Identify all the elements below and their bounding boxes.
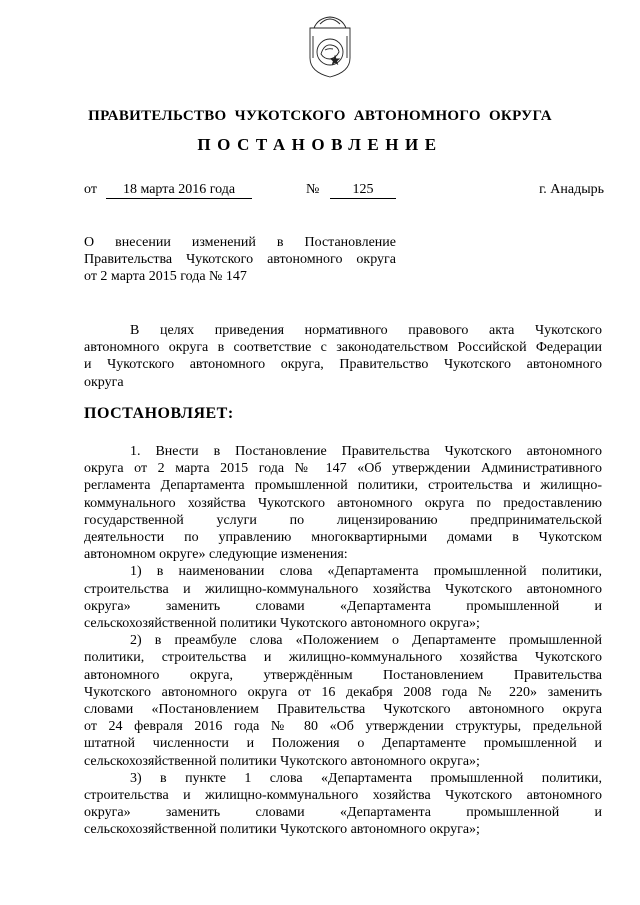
body-line: сельскохозяйственной политики Чукотского автономного округа»; [84, 822, 480, 838]
paragraph-1 [84, 443, 602, 563]
body-line: автономном округе» следующие изменения: [84, 547, 348, 563]
resolution-body [84, 443, 602, 839]
subject-line: О внесении изменений в Постановление [84, 235, 396, 250]
body-line: государственной услуги по лицензированию предпринимательской [84, 512, 602, 528]
preamble-line: В целях приведения нормативного правового акта Чукотского [130, 323, 602, 338]
body-line: округа» заменить словами «Департамента промышленной и [84, 598, 602, 614]
document-type: ПОСТАНОВЛЕНИЕ [197, 135, 443, 154]
body-line: регламента Департамента промышленной политики, строительства и жилищно- [84, 478, 602, 494]
body-line: штатной численности и Положения о Департаменте промышленной и [84, 736, 602, 752]
body-line: коммунального хозяйства Чукотского автономного округа по предоставлению [84, 495, 602, 511]
date-line [84, 182, 604, 202]
body-line: строительства и жилищно-коммунального хозяйства Чукотского автономного [84, 788, 602, 804]
paragraph-1-1 [84, 563, 602, 632]
number-sign: № [306, 182, 320, 197]
body-line: автономного округа, утверждённым Постановлением Правительства [84, 667, 602, 683]
preamble-line: автономного округа в соответствие с законодательством Российской Федерации [84, 340, 602, 356]
body-line: сельскохозяйственной политики Чукотского автономного округа»; [84, 753, 480, 769]
body-line: 2) в преамбуле слова «Положением о Департаменте промышленной [130, 633, 602, 649]
city: г. Анадырь [539, 182, 604, 197]
body-line: Чукотского автономного округа от 16 декабря 2008 года № 220» заменить [84, 684, 602, 700]
resolve-heading: ПОСТАНОВЛЯЕТ: [84, 405, 234, 422]
document-subject [84, 234, 396, 285]
body-line: от 24 февраля 2016 года № 80 «Об утверждении структуры, предельной [84, 719, 602, 735]
body-line: 3) в пункте 1 слова «Департамента промышленной политики, [130, 770, 602, 786]
body-line: 1) в наименовании слова «Департамента промышленной политики, [130, 564, 602, 580]
body-line: политики, строительства и жилищно-коммунального хозяйства Чукотского [84, 650, 602, 666]
subject-line: Правительства Чукотского автономного округа [84, 252, 396, 267]
subject-line: от 2 марта 2015 года № 147 [84, 269, 247, 284]
coat-of-arms-emblem [300, 14, 360, 80]
paragraph-1-3 [84, 770, 602, 839]
body-line: деятельности по управлению многоквартирными домами в Чукотском [84, 530, 602, 546]
preamble [84, 322, 602, 391]
paragraph-1-2 [84, 632, 602, 770]
date-prefix: от [84, 182, 97, 197]
preamble-line: и Чукотского автономного округа, Правительство Чукотского автономного [84, 357, 602, 373]
preamble-line: округа [84, 374, 124, 390]
body-line: сельскохозяйственной политики Чукотского автономного округа»; [84, 616, 480, 632]
body-line: строительства и жилищно-коммунального хозяйства Чукотского автономного [84, 581, 602, 597]
document-date: 18 марта 2016 года [106, 182, 252, 199]
body-line: словами «Постановлением Правительства Чукотского автономного округа [84, 702, 602, 718]
body-line: 1. Внести в Постановление Правительства Чукотского автономного [130, 444, 602, 459]
body-line: округа от 2 марта 2015 года № 147 «Об утверждении Административного [84, 461, 602, 477]
document-number: 125 [330, 182, 396, 199]
government-title: ПРАВИТЕЛЬСТВО ЧУКОТСКОГО АВТОНОМНОГО ОКРУГА [88, 108, 552, 124]
body-line: округа» заменить словами «Департамента промышленной и [84, 805, 602, 821]
